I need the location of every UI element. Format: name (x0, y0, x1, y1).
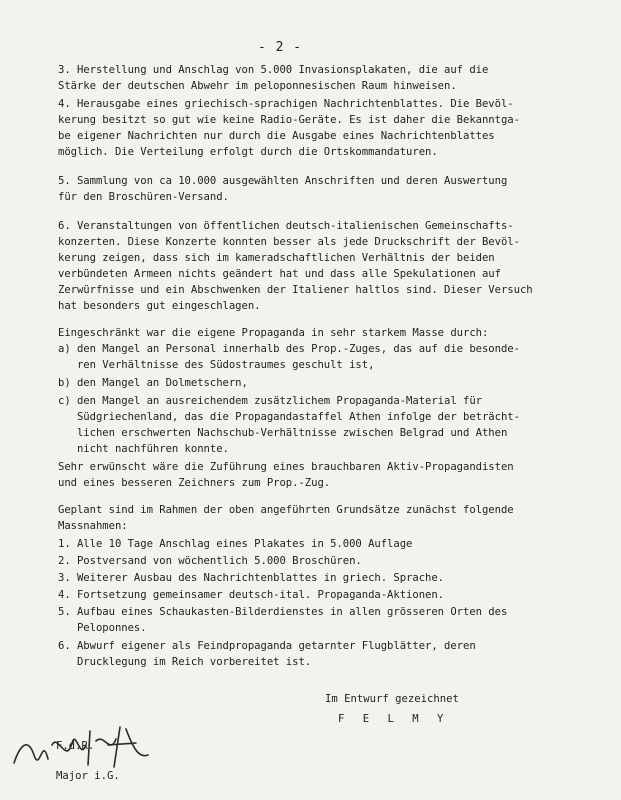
handwritten-signature (8, 715, 158, 775)
text-line: c) den Mangel an ausreichendem zusätzlichem Propaganda-Material für (58, 395, 482, 407)
text-line: Stärke der deutschen Abwehr im peloponnesischen Raum hinweisen. (58, 80, 457, 92)
text-line: 3. Herstellung und Anschlag von 5.000 Invasionsplakaten, die auf die (58, 64, 489, 76)
text-line: kerung besitzt so gut wie keine Radio-Geräte. Es ist daher die Bekanntga- (58, 114, 520, 126)
text-line: 6. Abwurf eigener als Feindpropaganda getarnter Flugblätter, deren (58, 640, 476, 652)
text-line: Sehr erwünscht wäre die Zuführung eines brauchbaren Aktiv-Propagandisten (58, 461, 514, 473)
text-line: hat besonders gut eingeschlagen. (58, 300, 261, 312)
text-line: 2. Postversand von wöchentlich 5.000 Broschüren. (58, 555, 362, 567)
text-line: verbündeten Armeen nichts geändert hat und dass alle Spekulationen auf (58, 268, 501, 280)
text-line: 5. Aufbau eines Schaukasten-Bilderdienstes in allen grösseren Orten des (58, 606, 508, 618)
text-line: Südgriechenland, das die Propagandastaffel Athen infolge der beträcht- (58, 411, 520, 423)
text-line: lichen erschwerten Nachschub-Verhältnisse zwischen Belgrad und Athen (58, 427, 508, 439)
text-line: be eigener Nachrichten nur durch die Ausgabe eines Nachrichtenblattes (58, 130, 495, 142)
text-line: Zerwürfnisse und ein Abschwenken der Italiener haltlos sind. Dieser Versuch (58, 284, 533, 296)
officer-rank: Major i.G. (56, 770, 120, 782)
text-line: a) den Mangel an Personal innerhalb des Prop.-Zuges, das auf die besonde- (58, 343, 520, 355)
text-line: möglich. Die Verteilung erfolgt durch die Ortskommandaturen. (58, 146, 438, 158)
text-line: 5. Sammlung von ca 10.000 ausgewählten Anschriften und deren Auswertung (58, 175, 508, 187)
text-line: Geplant sind im Rahmen der oben angeführten Grundsätze zunächst folgende (58, 504, 514, 516)
text-line: 4. Fortsetzung gemeinsamer deutsch-ital. Propaganda-Aktionen. (58, 589, 445, 601)
draft-signed-note: Im Entwurf gezeichnet (325, 693, 459, 705)
page-number: - 2 - (258, 40, 303, 55)
text-line: für den Broschüren-Versand. (58, 191, 229, 203)
text-line: kerung zeigen, dass sich im kameradschaftlichen Verhältnis der beiden (58, 252, 495, 264)
text-line: ren Verhältnisse des Südostraumes geschult ist, (58, 359, 375, 371)
text-line: konzerten. Diese Konzerte konnten besser als jede Druckschrift der Bevöl- (58, 236, 520, 248)
text-line: 6. Veranstaltungen von öffentlichen deutsch-italienischen Gemeinschafts- (58, 220, 514, 232)
text-line: Massnahmen: (58, 520, 128, 532)
text-line: Eingeschränkt war die eigene Propaganda in sehr starkem Masse durch: (58, 327, 489, 339)
fdr-note: F.d.R. (56, 740, 95, 752)
text-line: und eines besseren Zeichners zum Prop.-Zug. (58, 477, 331, 489)
text-line: 1. Alle 10 Tage Anschlag eines Plakates in 5.000 Auflage (58, 538, 413, 550)
text-line: Drucklegung im Reich vorbereitet ist. (58, 656, 312, 668)
text-line: b) den Mangel an Dolmetschern, (58, 377, 248, 389)
text-line: nicht nachführen konnte. (58, 443, 229, 455)
text-line: 3. Weiterer Ausbau des Nachrichtenblattes in griech. Sprache. (58, 572, 445, 584)
text-line: Peloponnes. (58, 622, 147, 634)
text-line: 4. Herausgabe eines griechisch-sprachigen Nachrichtenblattes. Die Bevöl- (58, 98, 514, 110)
signatory-name: F E L M Y (338, 713, 450, 725)
